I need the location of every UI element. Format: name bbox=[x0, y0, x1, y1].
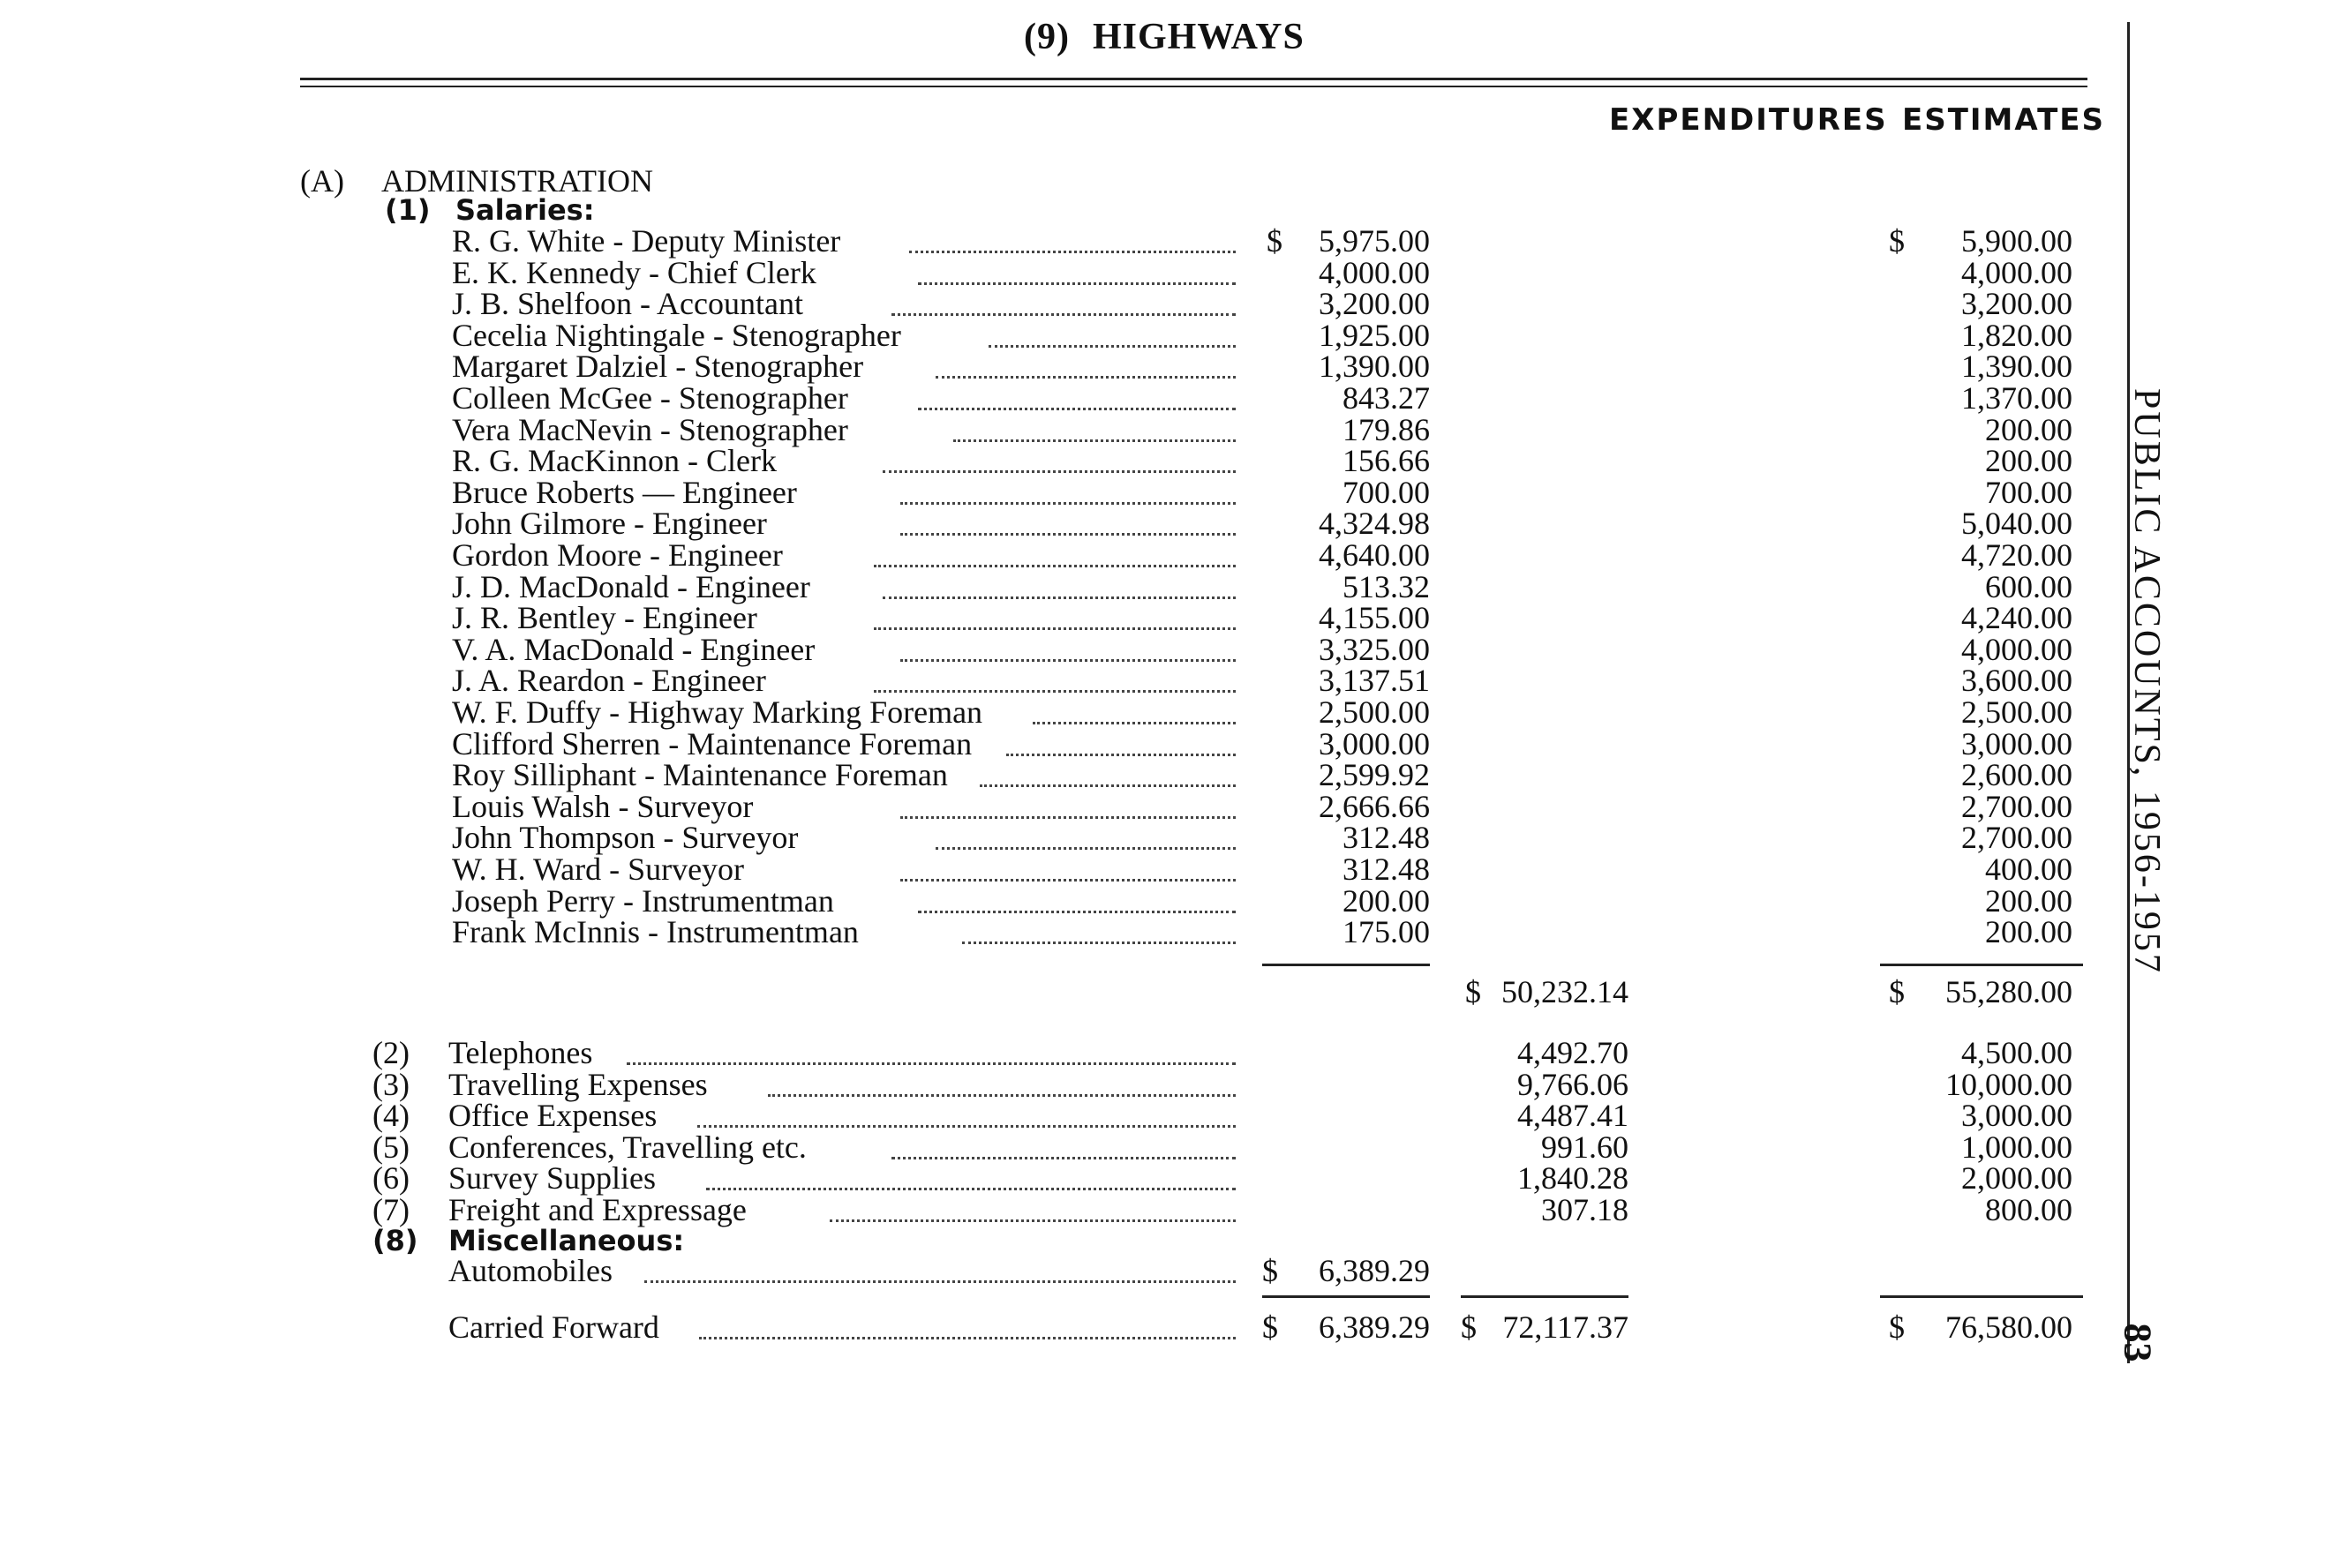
salary-row bbox=[0, 696, 2339, 728]
salary-expenditure: 3,200.00 bbox=[1319, 286, 1430, 321]
expense-estimate: 4,500.00 bbox=[1961, 1035, 2072, 1070]
item-index: (5) bbox=[372, 1129, 410, 1165]
leader-dots bbox=[936, 376, 1236, 379]
employee-name: R. G. White - Deputy Minister bbox=[452, 223, 841, 259]
leader-dots bbox=[909, 251, 1236, 253]
employee-name: J. A. Reardon - Engineer bbox=[452, 663, 766, 698]
salary-row bbox=[0, 350, 2339, 382]
leader-dots bbox=[1006, 754, 1236, 756]
leader-dots bbox=[883, 470, 1236, 473]
salary-row bbox=[0, 382, 2339, 414]
salary-estimate: 5,040.00 bbox=[1961, 506, 2072, 541]
employee-name: John Gilmore - Engineer bbox=[452, 506, 767, 541]
salary-row bbox=[0, 539, 2339, 571]
salary-expenditure: 312.48 bbox=[1342, 820, 1430, 855]
salaries-total-estimate: 55,280.00 bbox=[1945, 974, 2072, 1009]
leader-dots bbox=[900, 533, 1236, 536]
dollar-sign: $ bbox=[1889, 1309, 1905, 1345]
salary-estimate: 4,720.00 bbox=[1961, 537, 2072, 573]
salary-row bbox=[0, 257, 2339, 289]
salary-estimate: 1,390.00 bbox=[1961, 349, 2072, 384]
leader-dots bbox=[874, 627, 1236, 630]
salary-row bbox=[0, 728, 2339, 760]
page-title bbox=[1024, 16, 1305, 58]
salary-expenditure: 513.32 bbox=[1342, 569, 1430, 604]
page-number: 83 bbox=[2116, 1323, 2160, 1362]
salary-estimate: 5,900.00 bbox=[1961, 223, 2072, 259]
misc-item-row bbox=[0, 1255, 2339, 1287]
salary-row bbox=[0, 414, 2339, 446]
leader-dots bbox=[699, 1337, 1236, 1339]
expense-estimate: 1,000.00 bbox=[1961, 1129, 2072, 1165]
salary-estimate: 600.00 bbox=[1985, 569, 2072, 604]
employee-name: Margaret Dalziel - Stenographer bbox=[452, 349, 864, 384]
employee-name: W. F. Duffy - Highway Marking Foreman bbox=[452, 694, 983, 730]
salary-row bbox=[0, 571, 2339, 603]
salary-expenditure: 1,390.00 bbox=[1319, 349, 1430, 384]
leader-dots bbox=[918, 911, 1236, 913]
salary-row bbox=[0, 288, 2339, 319]
salaries-label: Salaries: bbox=[455, 193, 595, 227]
salary-expenditure: 312.48 bbox=[1342, 852, 1430, 887]
dollar-sign: $ bbox=[1889, 974, 1905, 1009]
carried-forward-misc: 6,389.29 bbox=[1319, 1309, 1430, 1345]
salary-expenditure: 156.66 bbox=[1342, 443, 1430, 478]
salary-expenditure: 4,155.00 bbox=[1319, 600, 1430, 635]
final-rule-expenditures bbox=[1461, 1295, 1628, 1298]
expense-expenditure: 4,487.41 bbox=[1517, 1098, 1628, 1133]
carried-forward-expenditure: 72,117.37 bbox=[1502, 1309, 1628, 1345]
leader-dots bbox=[874, 565, 1236, 567]
salary-row bbox=[0, 507, 2339, 539]
employee-name: Bruce Roberts — Engineer bbox=[452, 475, 797, 510]
salaries-total-expenditure: 50,232.14 bbox=[1501, 974, 1628, 1009]
expense-estimate: 10,000.00 bbox=[1945, 1067, 2072, 1102]
expenditures-header: EXPENDITURES bbox=[1609, 102, 1888, 138]
misc-heading bbox=[0, 1225, 2339, 1257]
salary-expenditure: 4,640.00 bbox=[1319, 537, 1430, 573]
salary-row bbox=[0, 822, 2339, 853]
leader-dots bbox=[962, 942, 1236, 944]
salary-estimate: 4,000.00 bbox=[1961, 632, 2072, 667]
title-rule-top bbox=[300, 78, 2087, 80]
salary-row bbox=[0, 791, 2339, 822]
item-index: (3) bbox=[372, 1067, 410, 1102]
salary-expenditure: 2,500.00 bbox=[1319, 694, 1430, 730]
salary-estimate: 200.00 bbox=[1985, 412, 2072, 447]
salary-expenditure: 4,324.98 bbox=[1319, 506, 1430, 541]
section-number: (9) bbox=[1024, 17, 1070, 57]
salary-expenditure: 700.00 bbox=[1342, 475, 1430, 510]
dollar-sign: $ bbox=[1262, 1253, 1278, 1288]
leader-dots bbox=[936, 847, 1236, 850]
item-index: (8) bbox=[372, 1224, 418, 1257]
employee-name: Roy Silliphant - Maintenance Foreman bbox=[452, 757, 948, 792]
expense-row bbox=[0, 1099, 2339, 1131]
estimates-header: ESTIMATES bbox=[1902, 102, 2105, 138]
salary-row bbox=[0, 853, 2339, 885]
employee-name: J. R. Bentley - Engineer bbox=[452, 600, 757, 635]
salary-estimate: 2,500.00 bbox=[1961, 694, 2072, 730]
salary-estimate: 4,240.00 bbox=[1961, 600, 2072, 635]
employee-name: R. G. MacKinnon - Clerk bbox=[452, 443, 777, 478]
salary-estimate: 3,200.00 bbox=[1961, 286, 2072, 321]
estimates-subtotal-rule bbox=[1880, 964, 2083, 966]
salary-row bbox=[0, 319, 2339, 351]
leader-dots bbox=[918, 408, 1236, 410]
expense-name: Office Expenses bbox=[448, 1098, 658, 1133]
dollar-sign: $ bbox=[1465, 974, 1481, 1009]
salary-expenditure: 3,000.00 bbox=[1319, 726, 1430, 761]
salary-row bbox=[0, 225, 2339, 257]
salary-estimate: 1,370.00 bbox=[1961, 380, 2072, 416]
dollar-sign: $ bbox=[1262, 1309, 1278, 1345]
carried-forward-row bbox=[0, 1311, 2339, 1343]
employee-name: J. B. Shelfoon - Accountant bbox=[452, 286, 803, 321]
salary-expenditure: 3,137.51 bbox=[1319, 663, 1430, 698]
expense-estimate: 3,000.00 bbox=[1961, 1098, 2072, 1133]
expense-name: Freight and Expressage bbox=[448, 1192, 747, 1227]
item-index: (7) bbox=[372, 1192, 410, 1227]
employee-name: V. A. MacDonald - Engineer bbox=[452, 632, 816, 667]
leader-dots bbox=[980, 784, 1236, 787]
salary-expenditure: 200.00 bbox=[1342, 883, 1430, 919]
salary-row bbox=[0, 445, 2339, 476]
salary-row bbox=[0, 885, 2339, 917]
salary-estimate: 200.00 bbox=[1985, 883, 2072, 919]
salary-expenditure: 4,000.00 bbox=[1319, 255, 1430, 290]
leader-dots bbox=[644, 1280, 1236, 1283]
employee-name: John Thompson - Surveyor bbox=[452, 820, 799, 855]
leader-dots bbox=[918, 282, 1236, 285]
expense-row bbox=[0, 1069, 2339, 1100]
salary-estimate: 700.00 bbox=[1985, 475, 2072, 510]
section-name: ADMINISTRATION bbox=[381, 163, 653, 199]
salaries-total-row bbox=[0, 976, 2339, 1008]
dollar-sign: $ bbox=[1267, 223, 1282, 259]
salary-estimate: 3,600.00 bbox=[1961, 663, 2072, 698]
leader-dots bbox=[883, 596, 1236, 599]
employee-name: Clifford Sherren - Maintenance Foreman bbox=[452, 726, 973, 761]
salary-row bbox=[0, 476, 2339, 508]
expense-name: Conferences, Travelling etc. bbox=[448, 1129, 807, 1165]
leader-dots bbox=[989, 345, 1236, 348]
leader-dots bbox=[900, 816, 1236, 819]
employee-name: Colleen McGee - Stenographer bbox=[452, 380, 848, 416]
employee-name: Joseph Perry - Instrumentman bbox=[452, 883, 834, 919]
expense-expenditure: 307.18 bbox=[1541, 1192, 1628, 1227]
salary-row bbox=[0, 664, 2339, 696]
expense-estimate: 2,000.00 bbox=[1961, 1160, 2072, 1196]
leader-dots bbox=[900, 502, 1236, 505]
leader-dots bbox=[891, 1157, 1236, 1159]
leader-dots bbox=[706, 1188, 1236, 1190]
salary-row bbox=[0, 634, 2339, 665]
employee-name: J. D. MacDonald - Engineer bbox=[452, 569, 810, 604]
employee-name: W. H. Ward - Surveyor bbox=[452, 852, 745, 887]
salary-estimate: 400.00 bbox=[1985, 852, 2072, 887]
leader-dots bbox=[697, 1125, 1236, 1128]
salary-estimate: 3,000.00 bbox=[1961, 726, 2072, 761]
dollar-sign: $ bbox=[1889, 223, 1905, 259]
leader-dots bbox=[768, 1094, 1236, 1097]
leader-dots bbox=[627, 1062, 1236, 1065]
salary-row bbox=[0, 602, 2339, 634]
item-index: (1) bbox=[385, 193, 431, 227]
section-title: HIGHWAYS bbox=[1092, 17, 1305, 57]
employee-name: Gordon Moore - Engineer bbox=[452, 537, 783, 573]
item-index: (4) bbox=[372, 1098, 410, 1133]
expense-expenditure: 1,840.28 bbox=[1517, 1160, 1628, 1196]
salary-estimate: 2,700.00 bbox=[1961, 789, 2072, 824]
salary-expenditure: 179.86 bbox=[1342, 412, 1430, 447]
final-rule-misc bbox=[1262, 1295, 1430, 1298]
expense-expenditure: 991.60 bbox=[1541, 1129, 1628, 1165]
salary-row bbox=[0, 916, 2339, 948]
expense-expenditure: 4,492.70 bbox=[1517, 1035, 1628, 1070]
salary-estimate: 1,820.00 bbox=[1961, 318, 2072, 353]
dollar-sign: $ bbox=[1461, 1309, 1477, 1345]
employee-name: Frank McInnis - Instrumentman bbox=[452, 914, 859, 949]
expense-row bbox=[0, 1194, 2339, 1226]
leader-dots bbox=[953, 439, 1236, 442]
final-rule-estimates bbox=[1880, 1295, 2083, 1298]
carried-forward-label: Carried Forward bbox=[448, 1309, 659, 1345]
salary-expenditure: 175.00 bbox=[1342, 914, 1430, 949]
leader-dots bbox=[900, 879, 1236, 882]
salary-estimate: 2,700.00 bbox=[1961, 820, 2072, 855]
leader-dots bbox=[900, 659, 1236, 662]
salary-estimate: 200.00 bbox=[1985, 443, 2072, 478]
expense-expenditure: 9,766.06 bbox=[1517, 1067, 1628, 1102]
salary-row bbox=[0, 759, 2339, 791]
leader-dots bbox=[1033, 722, 1236, 724]
employee-name: Vera MacNevin - Stenographer bbox=[452, 412, 848, 447]
misc-item-amount: 6,389.29 bbox=[1319, 1253, 1430, 1288]
item-index: (2) bbox=[372, 1035, 410, 1070]
item-index: (6) bbox=[372, 1160, 410, 1196]
title-rule-bottom bbox=[300, 86, 2087, 87]
expense-name: Survey Supplies bbox=[448, 1160, 657, 1196]
salary-expenditure: 3,325.00 bbox=[1319, 632, 1430, 667]
salary-estimate: 200.00 bbox=[1985, 914, 2072, 949]
leader-dots bbox=[891, 313, 1236, 316]
salary-estimate: 4,000.00 bbox=[1961, 255, 2072, 290]
expense-estimate: 800.00 bbox=[1985, 1192, 2072, 1227]
salary-expenditure: 843.27 bbox=[1342, 380, 1430, 416]
leader-dots bbox=[830, 1219, 1236, 1222]
employee-name: Louis Walsh - Surveyor bbox=[452, 789, 754, 824]
employee-name: Cecelia Nightingale - Stenographer bbox=[452, 318, 901, 353]
misc-label: Miscellaneous: bbox=[448, 1224, 685, 1257]
side-running-title: PUBLIC ACCOUNTS, 1956-1957 bbox=[2126, 388, 2167, 975]
employee-name: E. K. Kennedy - Chief Clerk bbox=[452, 255, 816, 290]
expense-row bbox=[0, 1131, 2339, 1163]
salaries-heading bbox=[0, 194, 2339, 226]
salary-expenditure: 1,925.00 bbox=[1319, 318, 1430, 353]
leader-dots bbox=[874, 690, 1236, 693]
expense-row bbox=[0, 1037, 2339, 1069]
salary-expenditure: 2,666.66 bbox=[1319, 789, 1430, 824]
misc-item-name: Automobiles bbox=[448, 1253, 613, 1288]
salary-expenditure: 2,599.92 bbox=[1319, 757, 1430, 792]
section-letter: (A) bbox=[300, 163, 344, 199]
carried-forward-estimate: 76,580.00 bbox=[1945, 1309, 2072, 1345]
salaries-subtotal-rule bbox=[1262, 964, 1430, 966]
salary-estimate: 2,600.00 bbox=[1961, 757, 2072, 792]
expense-row bbox=[0, 1162, 2339, 1194]
salary-expenditure: 5,975.00 bbox=[1319, 223, 1430, 259]
expense-name: Travelling Expenses bbox=[448, 1067, 708, 1102]
expense-name: Telephones bbox=[448, 1035, 593, 1070]
